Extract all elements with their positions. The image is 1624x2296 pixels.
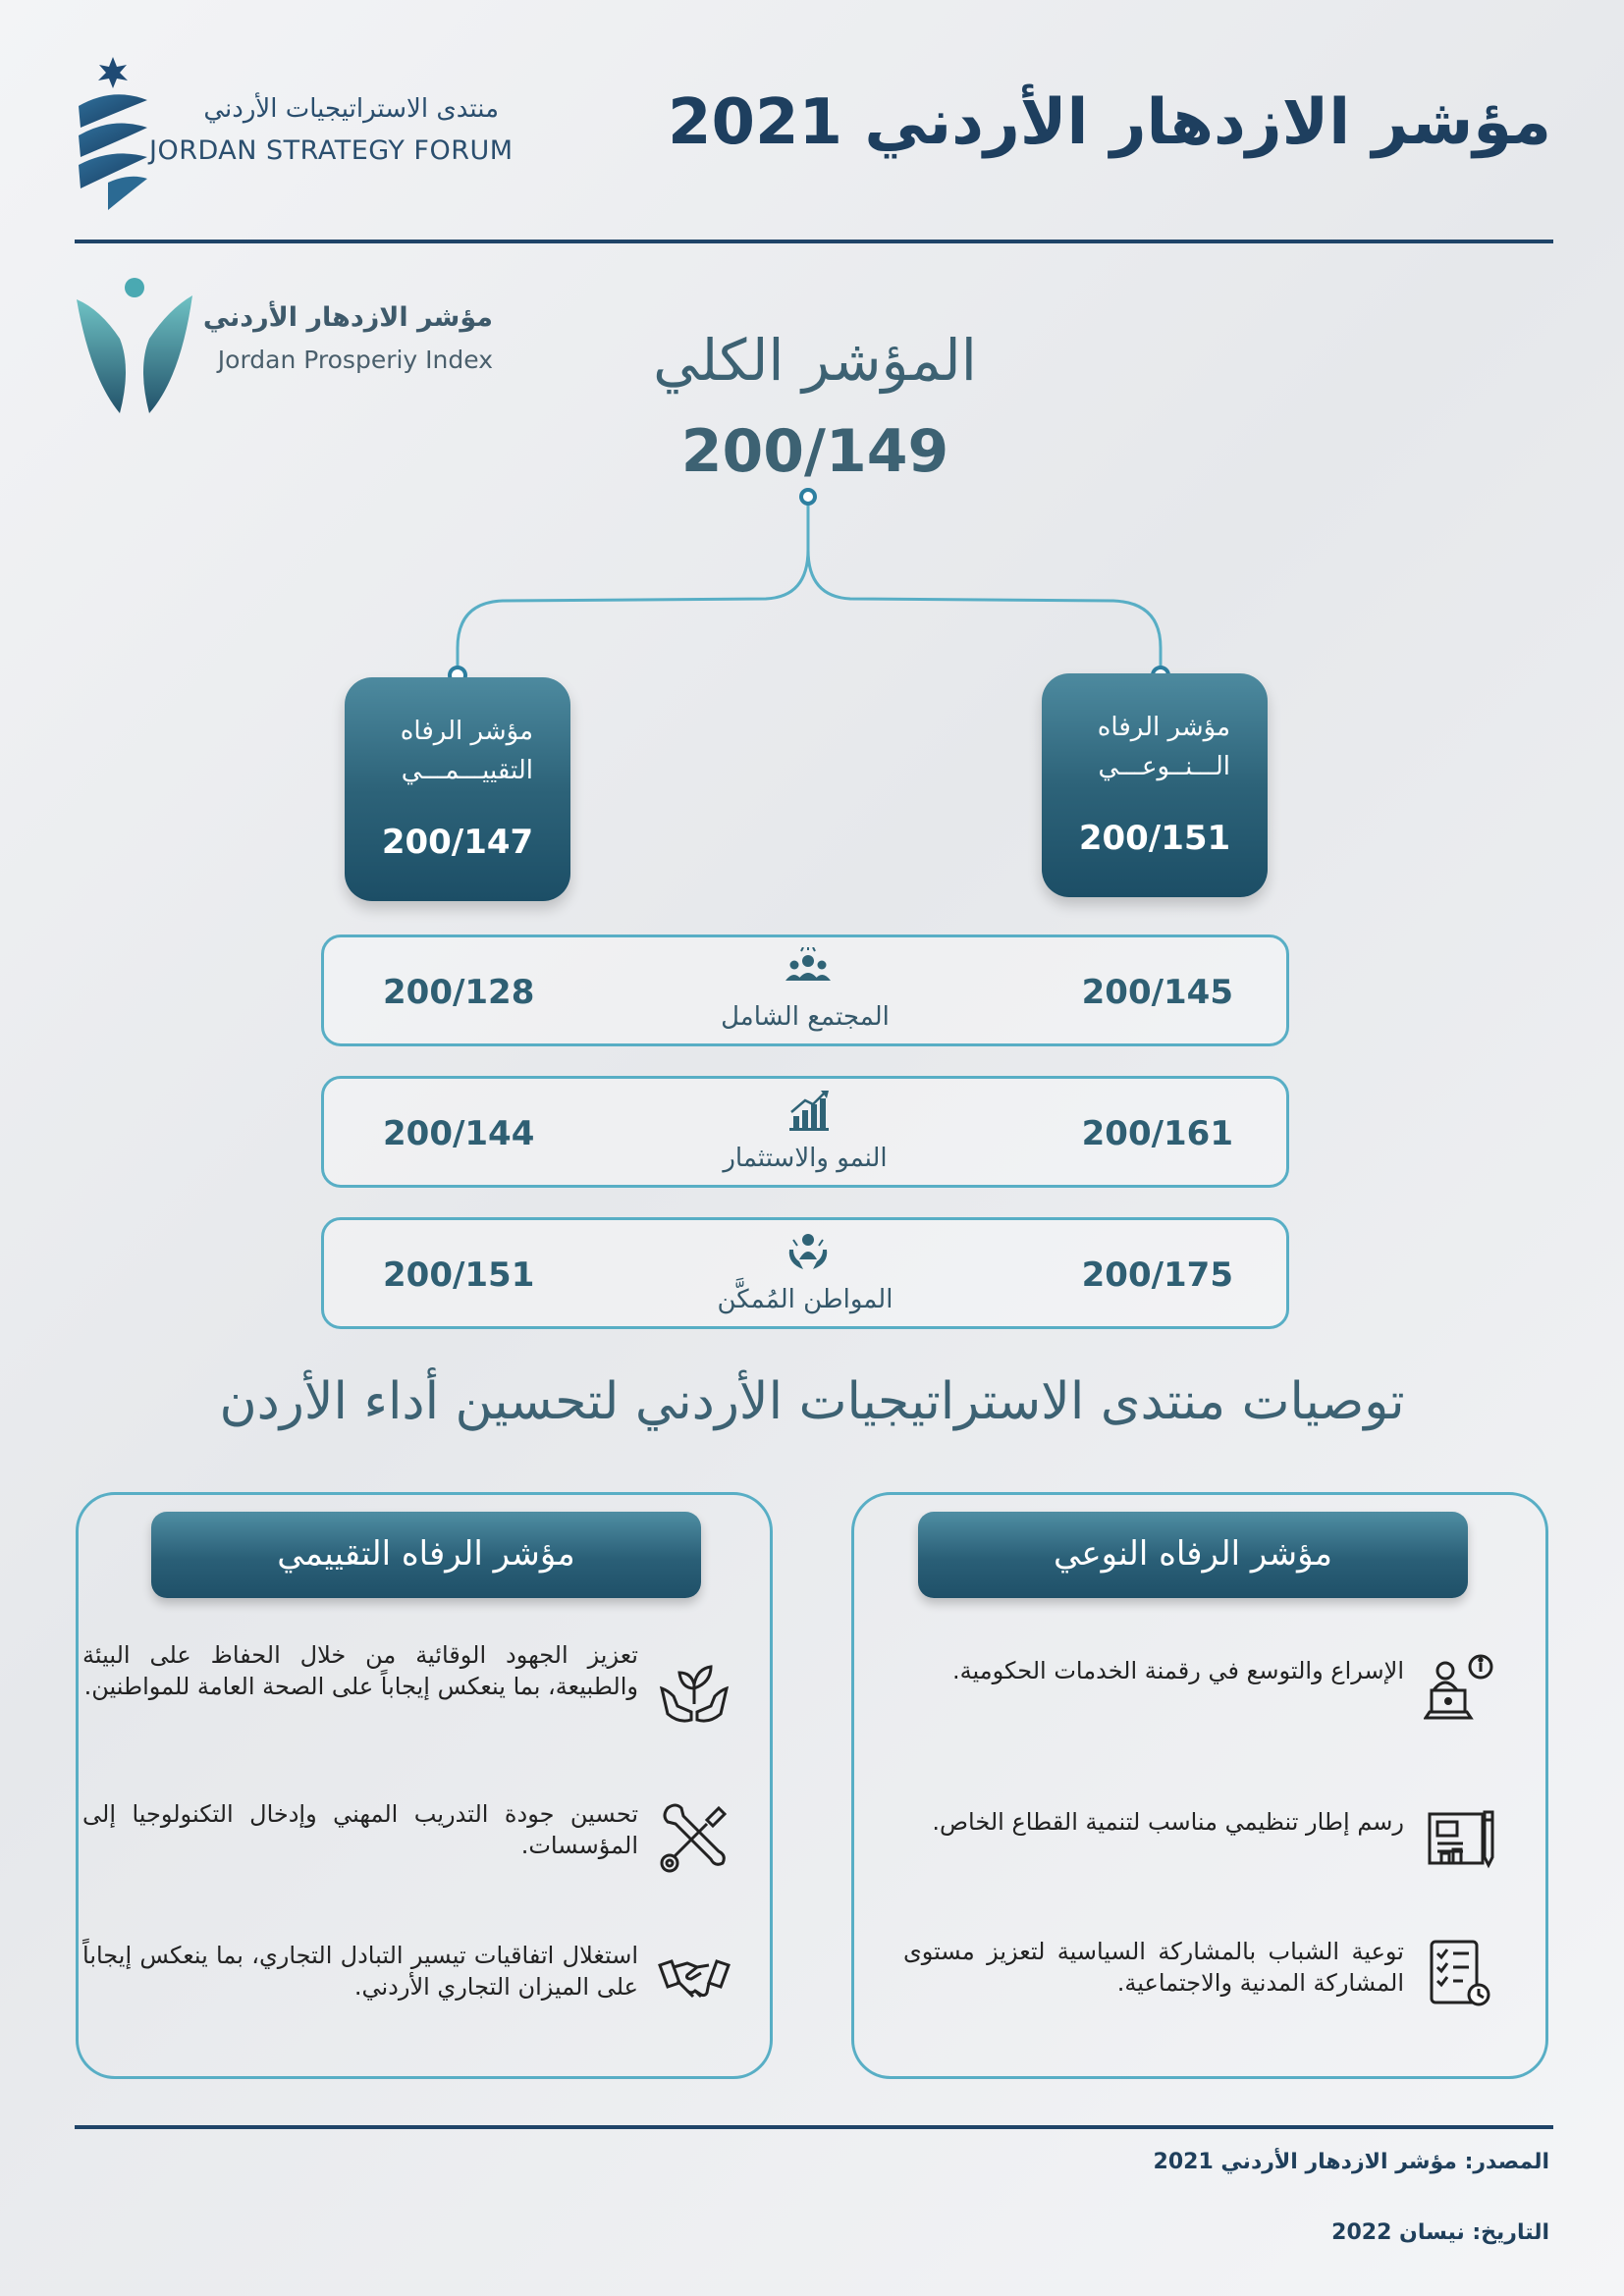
jordan-strategy-forum-logo — [69, 57, 157, 214]
empowered-citizen-icon — [784, 1230, 833, 1275]
pillar-name: المواطن المُمكَّن — [717, 1285, 893, 1314]
org-name-arabic: منتدى الاستراتيجيات الأردني — [203, 94, 499, 124]
page-title: مؤشر الازدهار الأردني 2021 — [667, 86, 1551, 159]
prosperity-index-name-english: Jordan Prosperiy Index — [217, 346, 493, 374]
subjective-score: 200/147 — [381, 823, 534, 862]
subjective-panel-heading: مؤشر الرفاه التقييمي — [151, 1512, 701, 1598]
recommendations-title: توصيات منتدى الاستراتيجيات الأردني لتحسين أداء الأردن — [219, 1372, 1405, 1431]
source-note: المصدر: مؤشر الازدهار الأردني 2021 — [1153, 2150, 1549, 2174]
pillar-subjective-score: 200/144 — [383, 1114, 535, 1153]
checklist-icon — [1424, 1938, 1496, 2010]
community-icon — [784, 947, 833, 992]
subjective-recommendation: استغلال اتفاقيات تيسير التبادل التجاري، بما ينعكس إيجاباً على الميزان التجاري الأردني. — [82, 1942, 638, 2001]
pillar-objective-score: 200/145 — [1081, 973, 1233, 1012]
pillar-objective-score: 200/175 — [1081, 1255, 1233, 1295]
prosperity-index-name-arabic: مؤشر الازدهار الأردني — [202, 302, 493, 333]
growth-chart-icon — [784, 1089, 833, 1134]
hands-plant-icon — [658, 1659, 731, 1732]
objective-label-line2: الـــنــوعـــي — [1098, 752, 1230, 781]
date-note: التاريخ: نيسان 2022 — [1331, 2220, 1549, 2245]
pillar-name: النمو والاستثمار — [723, 1144, 888, 1173]
overall-index-score: 200/149 — [680, 417, 949, 486]
pillar-objective-score: 200/161 — [1081, 1114, 1233, 1153]
objective-label-line1: مؤشر الرفاه — [1097, 713, 1230, 742]
digital-services-icon — [1424, 1653, 1496, 1726]
pillar-subjective-score: 200/128 — [383, 973, 535, 1012]
regulatory-framework-icon — [1424, 1802, 1496, 1875]
prosperity-index-logo — [71, 270, 198, 417]
objective-wellbeing-card — [1042, 673, 1268, 897]
pillar-row — [321, 1217, 1289, 1329]
handshake-icon — [658, 1944, 731, 2016]
header-divider — [75, 240, 1553, 243]
pillar-name: المجتمع الشامل — [721, 1002, 890, 1032]
pillar-subjective-score: 200/151 — [383, 1255, 535, 1295]
objective-recommendation: الإسراع والتوسع في رقمنة الخدمات الحكومية. — [951, 1657, 1404, 1684]
org-name-english: JORDAN STRATEGY FORUM — [149, 135, 514, 166]
tools-icon — [658, 1802, 731, 1875]
subjective-label-line1: مؤشر الرفاه — [400, 717, 533, 746]
pillar-row — [321, 1076, 1289, 1188]
overall-index-label: المؤشر الكلي — [653, 327, 977, 394]
objective-panel-heading: مؤشر الرفاه النوعي — [918, 1512, 1468, 1598]
objective-recommendation: توعية الشباب بالمشاركة السياسية لتعزيز مستوى المشاركة المدنية والاجتماعية. — [903, 1938, 1404, 1997]
subjective-recommendation: تحسين جودة التدريب المهني وإدخال التكنولوجيا إلى المؤسسات. — [82, 1800, 638, 1859]
subjective-recommendation: تعزيز الجهود الوقائية من خلال الحفاظ على البيئة والطبيعة، بما ينعكس إيجاباً على الصحة العامة للمواطنين. — [82, 1641, 638, 1700]
objective-recommendation: رسم إطار تنظيمي مناسب لتنمية القطاع الخاص. — [932, 1808, 1404, 1836]
objective-score: 200/151 — [1078, 819, 1231, 858]
subjective-label-line2: التقييـــمـــي — [401, 756, 533, 785]
subjective-wellbeing-card — [345, 677, 570, 901]
footer-divider — [75, 2125, 1553, 2129]
pillar-row — [321, 934, 1289, 1046]
